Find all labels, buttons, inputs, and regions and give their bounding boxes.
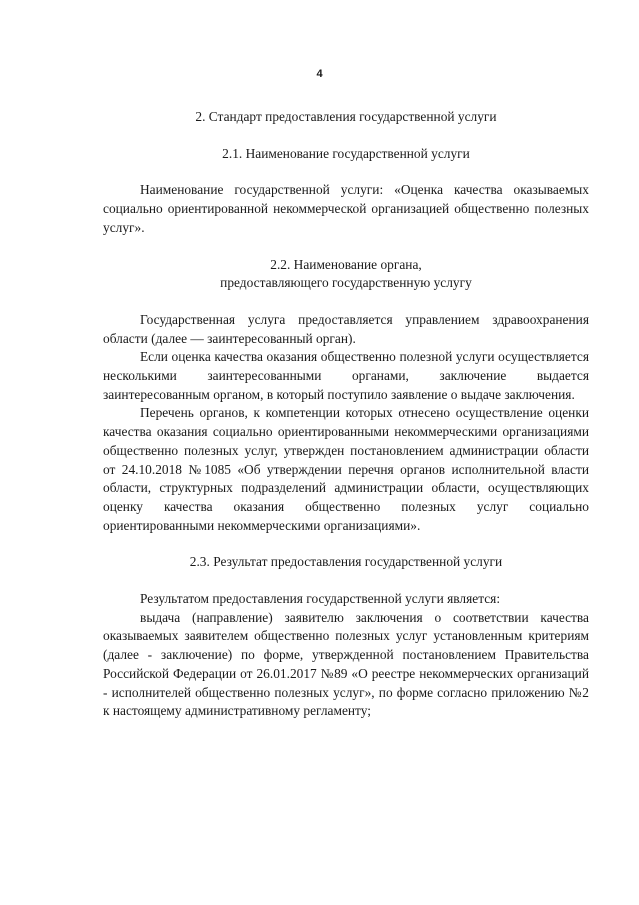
subsection-title-2-1: 2.1. Наименование государственной услуги (222, 145, 470, 161)
paragraph: выдача (направление) заявителю заключения о соответствии качества оказываемых заявителем общественно полезных услуг установленным критериям (далее - заключение) по форме, утвержденной постановлением Правительства Российской Федерации от 26.01.2017 №89 «О реестре некоммерческих организаций - исполнителей общественно полезных услуг», по форме согласно приложению №2 к настоящему административному регламенту; (103, 609, 589, 719)
subsection-title-2-2 (103, 256, 589, 293)
paragraph: Наименование государственной услуги: «Оценка качества оказываемых социально ориентированной некоммерческой организацией общественно полезных услуг». (103, 182, 589, 235)
subsection-title-2-3: 2.3. Результат предоставления государственной услуги (189, 554, 503, 570)
paragraph: Государственная услуга предоставляется управлением здравоохранения области (далее — заинтересованный орган). (103, 311, 589, 346)
subsection-title-2-2-line-1: 2.2. Наименование органа, (270, 256, 422, 272)
document-body (103, 108, 589, 721)
paragraph: Результатом предоставления государственной услуги является: (140, 591, 501, 607)
paragraph: Перечень органов, к компетенции которых отнесено осуществление оценки качества оказания социально ориентированными некоммерческими организациями общественно полезных услуг, утвержден постановлением администрации области от 24.10.2018 №1085 «Об утверждении перечня органов исполнительной власти области, структурных подразделений администрации области, осуществляющих оценку качества оказания общественно полезных услуг социально ориентированными некоммерческими организациями». (103, 405, 589, 533)
page-number: 4 (316, 68, 323, 80)
section-title: 2. Стандарт предоставления государственной услуги (195, 109, 497, 124)
paragraph: Если оценка качества оказания общественно полезной услуги осуществляется несколькими заинтересованными органами, заключение выдается заинтересованным органом, в который поступило заявление о выдаче заключения. (103, 349, 589, 402)
subsection-title-2-2-line-2: предоставляющего государственную услугу (220, 275, 472, 291)
